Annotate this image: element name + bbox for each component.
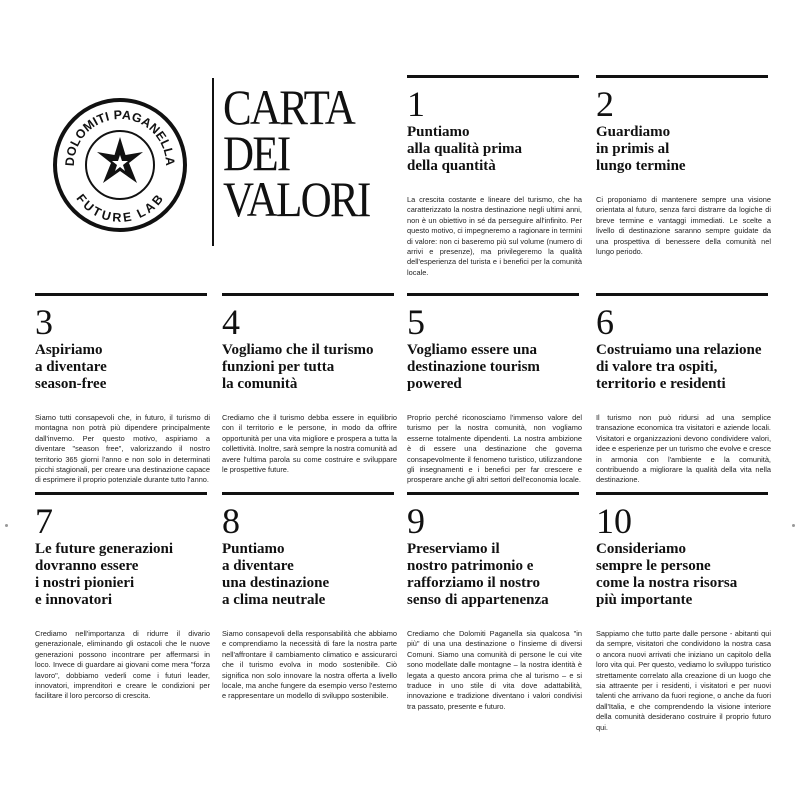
value-body: Crediamo che Dolomiti Paganella sia qualcosa "in più" di una una destinazione o l'insieme di diversi Comuni. Siamo una comunità di persone le cui vite sono modellate dalle montagne – la nostra identità è legata a questo ancora prima che al turismo – e si traduce in uno stile di vita dove adattabilità, innovazione e tradizione diventano i valori condivisi tra passato, presente e futuro. bbox=[407, 629, 582, 711]
title-line-3: VALORI bbox=[223, 171, 370, 227]
value-number: 7 bbox=[35, 501, 53, 541]
value-heading: Costruiamo una relazione di valore tra ospiti, territorio e residenti bbox=[596, 342, 762, 392]
value-heading: Vogliamo che il turismo funzioni per tutta la comunità bbox=[222, 342, 374, 392]
value-rule bbox=[596, 492, 768, 495]
value-rule bbox=[407, 293, 579, 296]
value-number: 6 bbox=[596, 302, 614, 342]
dolomiti-paganella-logo bbox=[52, 97, 188, 233]
value-number: 4 bbox=[222, 302, 240, 342]
value-rule bbox=[596, 75, 768, 78]
value-number: 9 bbox=[407, 501, 425, 541]
value-block-7 bbox=[35, 492, 210, 702]
value-rule bbox=[596, 293, 768, 296]
value-body: Il turismo non può ridursi ad una semplice transazione economica tra visitatori e aziende locali. Visitatori e organizzazioni devono condividere valori, idee e esperienze per un turismo che evolve e cresce in armonia con l'ambiente e la comunità, contribuendo a migliorare la qualità della vita nella destinazione. bbox=[596, 413, 772, 485]
value-block-2 bbox=[596, 75, 771, 257]
value-heading: Le future generazioni dovranno essere i nostri pionieri e innovatori bbox=[35, 541, 174, 608]
value-heading: Guardiamo in primis al lungo termine bbox=[596, 124, 686, 174]
value-rule bbox=[407, 492, 579, 495]
value-heading: Preserviamo il nostro patrimonio e rafforziamo il nostro senso di appartenenza bbox=[407, 541, 549, 608]
value-heading: Consideriamo sempre le persone come la nostra risorsa più importante bbox=[596, 541, 738, 608]
title-divider bbox=[212, 78, 214, 246]
margin-mark-right bbox=[792, 524, 795, 527]
value-rule bbox=[222, 293, 394, 296]
value-heading: Vogliamo essere una destinazione tourism powered bbox=[407, 342, 540, 392]
margin-mark-left bbox=[5, 524, 8, 527]
value-number: 10 bbox=[596, 501, 632, 541]
value-number: 2 bbox=[596, 84, 614, 124]
title-line-1: CARTA bbox=[223, 79, 355, 135]
value-number: 8 bbox=[222, 501, 240, 541]
value-block-10 bbox=[596, 492, 771, 733]
logo-bottom-text: FUTURE LAB bbox=[73, 191, 167, 225]
value-block-1 bbox=[407, 75, 582, 278]
value-body: Ci proponiamo di mantenere sempre una visione orientata al futuro, senza farci distrarre da logiche di breve termine e vantaggi immediati. Le scelte a livello di destinazione saranno sempre guidate da una prospettiva di benessere della comunità nel lungo periodo. bbox=[596, 195, 771, 257]
value-rule bbox=[222, 492, 394, 495]
value-block-4 bbox=[222, 293, 397, 475]
value-heading: Aspiriamo a diventare season-free bbox=[35, 342, 107, 392]
value-body: Siamo consapevoli della responsabilità che abbiamo e comprendiamo la necessità di fare la nostra parte nell'affrontare il cambiamento climatico e assicurarci che il turismo evolva in modo sostenibile. Ciò significa non solo innovare la nostra offerta a livello locale, ma anche fungere da esempio verso l'esterno e rappresentare un modello di sviluppo sostenibile. bbox=[222, 629, 397, 701]
value-body: Crediamo nell'importanza di ridurre il divario generazionale, eliminando gli ostacoli che le nuove generazioni possono incontrare per affermarsi in loco. Invece di guardare ai giovani come mera "forza lavoro", dobbiamo vederli come i futuri leader, innovatori, imprenditori e creare le condizioni per facilitare il loro percorso di crescita. bbox=[35, 629, 210, 701]
value-number: 1 bbox=[407, 84, 425, 124]
value-body: La crescita costante e lineare del turismo, che ha caratterizzato la nostra destinazione negli ultimi anni, non è un obiettivo in sé da perseguire all'infinito. Per questo motivo, ci impegneremo a ragionare in termini di valore: non ci baseremo più sul volume (numero di arrivi e presenze), ma privilegeremo la qualità dell'esperienza del turista e i benefici per la comunità locale. bbox=[407, 195, 582, 277]
title-line-2: DEI bbox=[223, 125, 290, 181]
value-heading: Puntiamo a diventare una destinazione a clima neutrale bbox=[222, 541, 330, 608]
value-rule bbox=[35, 492, 207, 495]
value-block-6 bbox=[596, 293, 772, 486]
value-body: Crediamo che il turismo debba essere in equilibrio con il territorio e le persone, in modo da offrire opportunità per una vita migliore e prospera a tutta la collettività. Inoltre, sarà sempre la nostra comunità ad avere l'ultima parola su come costruire e sviluppare le prospettive future. bbox=[222, 413, 397, 475]
value-body: Sappiamo che tutto parte dalle persone - abitanti qui da sempre, visitatori che condividono la nostra casa o ancora nuovi arrivati che iniziano un capitolo della loro vita qui. Per questo, vediamo lo sviluppo turistico strettamente correlato alla creazione di un luogo che sia attraente per i residenti, i visitatori e per nuovi talenti che arrivano da fuori regione, o anche da fuori dall'Italia, e che comprendendo la visione interiore della comunità desiderano costruire il proprio futuro qui. bbox=[596, 629, 771, 732]
logo-top-text: DOLOMITI PAGANELLA bbox=[62, 107, 178, 167]
value-body: Siamo tutti consapevoli che, in futuro, il turismo di montagna non potrà più dipendere principalmente dall'inverno. Per questo motivo, aspiriamo a diventare "season free", valorizzando il nostro territorio 365 giorni l'anno e non solo in determinati picchi stagionali, per creare una destinazione capace di esprimere il proprio potenziale durante tutto l'anno. bbox=[35, 413, 210, 485]
value-block-8 bbox=[222, 492, 397, 702]
value-block-5 bbox=[407, 293, 582, 486]
value-number: 5 bbox=[407, 302, 425, 342]
value-heading: Puntiamo alla qualità prima della quantità bbox=[407, 124, 523, 174]
value-rule bbox=[35, 293, 207, 296]
value-block-3 bbox=[35, 293, 210, 486]
page-title bbox=[223, 79, 370, 227]
value-number: 3 bbox=[35, 302, 53, 342]
value-block-9 bbox=[407, 492, 582, 712]
value-body: Proprio perché riconosciamo l'immenso valore del turismo per la nostra comunità, non vogliamo esserne totalmente dipendenti. La nostra ambizione è di essere una destinazione che governa consapevolmente il fenomeno turistico, utilizzandone gli insegnamenti e i benefici per far crescere e prosperare anche gli altri settori dell'economia locale. bbox=[407, 413, 582, 485]
value-rule bbox=[407, 75, 579, 78]
